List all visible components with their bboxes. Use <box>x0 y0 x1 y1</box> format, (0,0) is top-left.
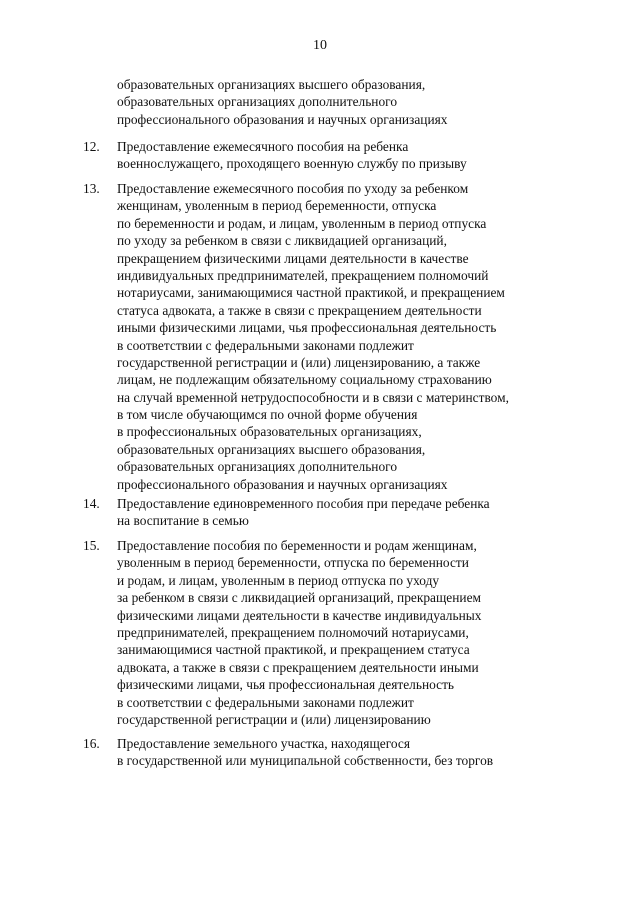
text-line: образовательных организациях высшего образования, <box>117 441 426 457</box>
text-line: в профессиональных образовательных организациях, <box>117 424 422 440</box>
text-line: в государственной или муниципальной собственности, без торгов <box>117 753 494 769</box>
item-text <box>117 76 577 128</box>
text-line: статуса адвоката, а также в связи с прекращением деятельности <box>117 302 482 318</box>
text-line: за ребенком в связи с ликвидацией организаций, прекращением <box>117 590 481 606</box>
text-line: предпринимателей, прекращением полномочий нотариусами, <box>117 624 469 640</box>
text-line: профессионального образования и научных организациях <box>117 476 448 492</box>
text-line: адвоката, а также в связи с прекращением деятельности иными <box>117 659 479 675</box>
item-text <box>117 180 577 493</box>
text-line: иными физическими лицами, чья профессиональная деятельность <box>117 320 497 336</box>
text-line: по уходу за ребенком в связи с ликвидацией организаций, <box>117 233 447 249</box>
text-line: Предоставление ежемесячного пособия на ребенка <box>117 139 409 154</box>
text-line: Предоставление земельного участка, находящегося <box>117 736 411 751</box>
text-line: образовательных организациях высшего образования, <box>117 77 426 92</box>
text-line: и родам, и лицам, уволенным в период отпуска по уходу <box>117 572 440 588</box>
text-line: прекращением физическими лицами деятельности в качестве <box>117 250 469 266</box>
item-text <box>117 138 577 173</box>
item-text <box>117 537 577 728</box>
text-line: государственной регистрации и (или) лицензированию <box>117 711 431 727</box>
text-line: Предоставление единовременного пособия при передаче ребенка <box>117 496 490 511</box>
item-text <box>117 495 577 530</box>
text-line: в соответствии с федеральными законами подлежит <box>117 694 414 710</box>
item-number: 14. <box>83 496 100 511</box>
text-line: государственной регистрации и (или) лицензированию, а также <box>117 354 481 370</box>
text-line: женщинам, уволенным в период беременности, отпуска <box>117 198 437 214</box>
text-line: индивидуальных предпринимателей, прекращением полномочий <box>117 267 489 283</box>
text-line: по беременности и родам, и лицам, уволенным в период отпуска <box>117 215 487 231</box>
text-line: на воспитание в семью <box>117 513 249 529</box>
text-line: образовательных организациях дополнительного <box>117 459 398 475</box>
text-line: на случай временной нетрудоспособности и в связи с материнством, <box>117 389 509 405</box>
text-line: физическими лицами деятельности в качестве индивидуальных <box>117 607 482 623</box>
text-line: нотариусами, занимающимися частной практикой, и прекращением <box>117 285 505 301</box>
text-line: занимающимися частной практикой, и прекращением статуса <box>117 642 470 658</box>
text-line: физическими лицами, чья профессиональная деятельность <box>117 677 455 693</box>
text-line: в том числе обучающимся по очной форме обучения <box>117 407 418 423</box>
item-number: 12. <box>83 139 100 154</box>
text-line: Предоставление пособия по беременности и родам женщинам, <box>117 538 477 553</box>
item-text <box>117 735 577 770</box>
text-line: профессионального образования и научных организациях <box>117 111 448 127</box>
text-line: лицам, не подлежащим обязательному социальному страхованию <box>117 372 492 388</box>
item-number: 13. <box>83 181 100 196</box>
item-number: 16. <box>83 736 100 751</box>
text-line: Предоставление ежемесячного пособия по уходу за ребенком <box>117 181 469 196</box>
text-line: образовательных организациях дополнительного <box>117 94 398 110</box>
text-line: военнослужащего, проходящего военную службу по призыву <box>117 156 467 172</box>
page-number: 10 <box>313 38 327 53</box>
text-line: в соответствии с федеральными законами подлежит <box>117 337 414 353</box>
item-number: 15. <box>83 538 100 553</box>
text-line: уволенным в период беременности, отпуска по беременности <box>117 555 469 571</box>
